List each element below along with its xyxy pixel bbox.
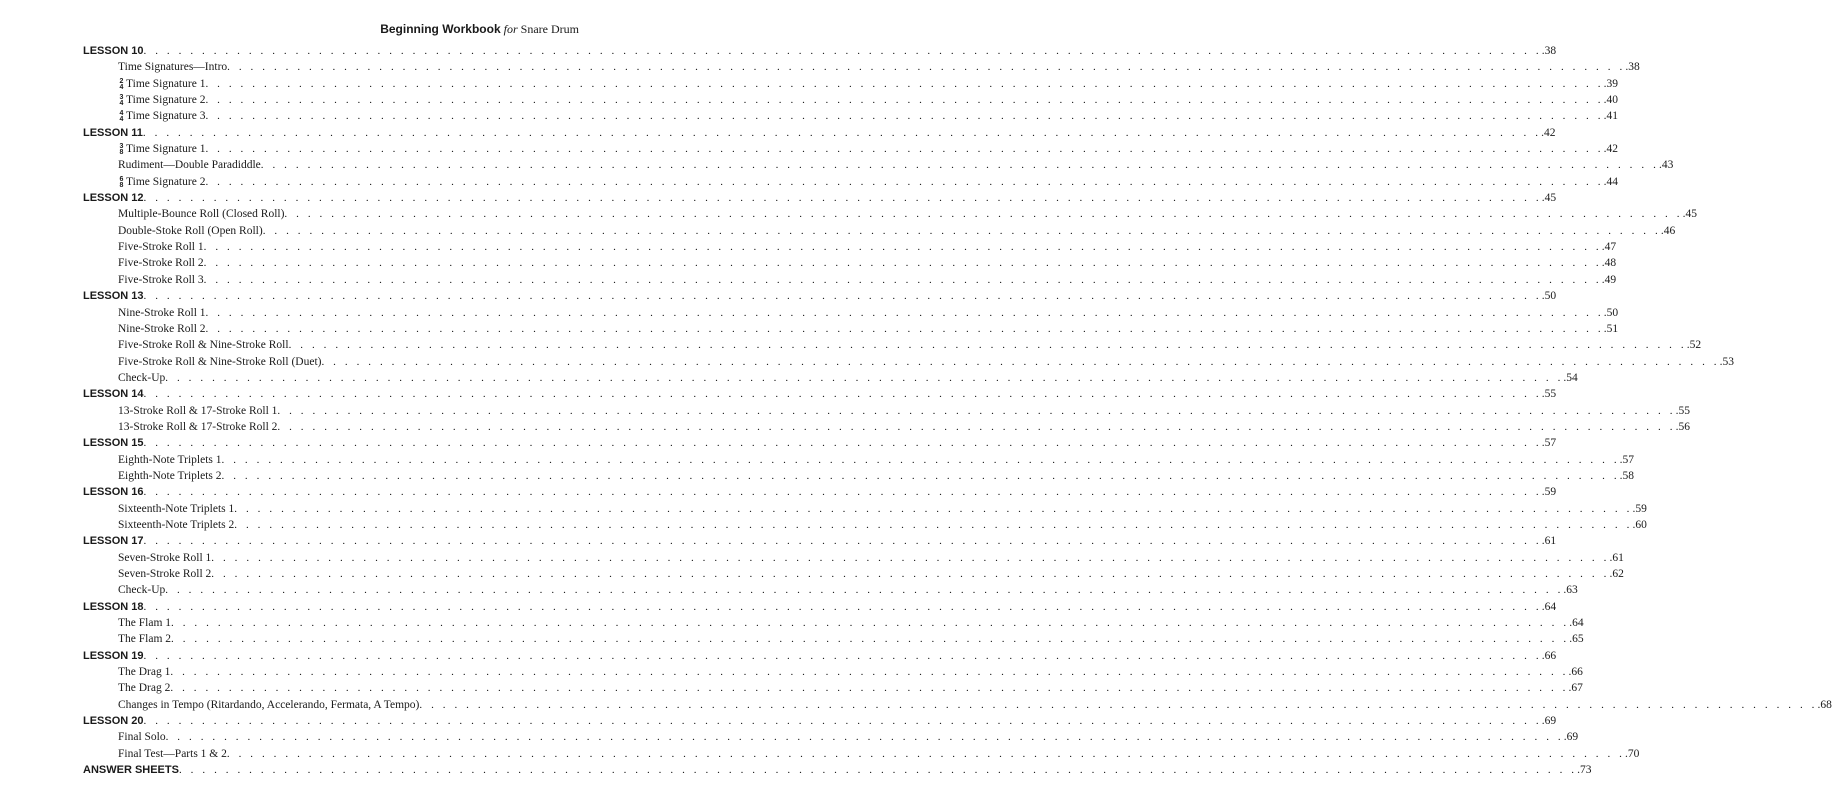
toc-entry-title — [118, 223, 263, 239]
toc-lesson-entry — [83, 43, 1557, 59]
toc-page-number: .42 — [1541, 126, 1556, 139]
toc-entry-title — [83, 288, 144, 304]
dot-leader: . . . . . . . . . . . . . . . . . . . . . . . . . . . . . . . . . . . . . . . . . . . . . . . . . . . . . . . . . . . . . . . . . . . . . . . . . . . . . . . . . . . . . . . . . . . . . . . . . . . . . . . . . . . . . . . . . . . . . . . . — [211, 568, 1610, 580]
toc-entry-title — [83, 190, 144, 206]
toc-entry-text: Nine-Stroke Roll 2 — [118, 322, 206, 335]
toc-entry-title — [118, 354, 321, 370]
dot-leader: . . . . . . . . . . . . . . . . . . . . . . . . . . . . . . . . . . . . . . . . . . . . . . . . . . . . . . . . . . . . . . . . . . . . . . . . . . . . . . . . . . . . . . . . . . . . . . . . . . . . . . . . . . . . . . . . . . . . . . . . — [205, 175, 1604, 188]
toc-page-number: .56 — [1675, 420, 1690, 433]
toc-sub-entry — [83, 452, 1635, 468]
dot-leader: . . . . . . . . . . . . . . . . . . . . . . . . . . . . . . . . . . . . . . . . . . . . . . . . . . . . . . . . . . . . . . . . . . . . . . . . . . . . . . . . . . . . . . . . . . . . . . . . . . . . . . . . . . . . . . . . . . . . . . . . — [143, 486, 1542, 499]
toc-entry-text: Rudiment—Double Paradiddle — [118, 159, 261, 172]
toc-entry-text: Final Test—Parts 1 & 2 — [118, 747, 227, 760]
toc-entry-title — [118, 419, 277, 435]
toc-entry-text: The Flam 1 — [118, 617, 172, 630]
toc-entry-title — [83, 484, 144, 500]
toc-entry-text: Sixteenth-Note Triplets 2 — [118, 518, 235, 531]
toc-page-number: .57 — [1541, 437, 1557, 450]
toc-entry-text: Time Signature 3 — [126, 110, 206, 123]
toc-sub-entry — [83, 272, 1617, 288]
toc-page-number: .45 — [1541, 192, 1557, 205]
toc-entry-title — [118, 746, 227, 762]
toc-page-number: .69 — [1541, 715, 1557, 728]
dot-leader: . . . . . . . . . . . . . . . . . . . . . . . . . . . . . . . . . . . . . . . . . . . . . . . . . . . . . . . . . . . . . . . . . . . . . . . . . . . . . . . . . . . . . . . . . . . . . . . . . . . . . . . . . . . . . . . . . . . . . . . . — [143, 45, 1542, 57]
toc-page-number: .58 — [1619, 469, 1635, 482]
time-signature-glyph — [118, 79, 125, 91]
toc-sub-entry — [83, 615, 1584, 631]
dot-leader: . . . . . . . . . . . . . . . . . . . . . . . . . . . . . . . . . . . . . . . . . . . . . . . . . . . . . . . . . . . . . . . . . . . . . . . . . . . . . . . . . . . . . . . . . . . . . . . . . . . . . . . . . . . . . . . . . . . . . . . . — [260, 159, 1659, 172]
running-header — [380, 22, 579, 37]
toc-entry-title — [83, 386, 144, 402]
time-signature-glyph — [118, 144, 125, 156]
time-signature-top: 6 — [119, 175, 124, 183]
dot-leader: . . . . . . . . . . . . . . . . . . . . . . . . . . . . . . . . . . . . . . . . . . . . . . . . . . . . . . . . . . . . . . . . . . . . . . . . . . . . . . . . . . . . . . . . . . . . . . . . . . . . . . . . . . . . . . . . . . . . . . . . — [143, 535, 1542, 548]
toc-entry-text: Time Signature 2 — [126, 94, 206, 107]
toc-page-number: .61 — [1609, 551, 1624, 564]
toc-sub-entry — [83, 746, 1640, 762]
book-title-bold: Beginning Workbook — [380, 22, 501, 36]
toc-entry-text: Time Signature 1 — [126, 77, 206, 90]
toc-entry-title — [118, 697, 419, 713]
time-signature-glyph — [118, 95, 125, 107]
toc-page-number: .64 — [1541, 600, 1557, 613]
toc-page-number: .38 — [1625, 61, 1640, 74]
toc-entry-text: Five-Stroke Roll 2 — [118, 257, 204, 270]
toc-entry-text: 13-Stroke Roll & 17-Stroke Roll 2 — [118, 420, 278, 433]
dot-leader: . . . . . . . . . . . . . . . . . . . . . . . . . . . . . . . . . . . . . . . . . . . . . . . . . . . . . . . . . . . . . . . . . . . . . . . . . . . . . . . . . . . . . . . . . . . . . . . . . . . . . . . . . . . . . . . . . . . . . . . . — [165, 584, 1564, 597]
dot-leader: . . . . . . . . . . . . . . . . . . . . . . . . . . . . . . . . . . . . . . . . . . . . . . . . . . . . . . . . . . . . . . . . . . . . . . . . . . . . . . . . . . . . . . . . . . . . . . . . . . . . . . . . . . . . . . . . . . . . . . . . — [284, 208, 1683, 221]
toc-sub-entry — [83, 517, 1647, 533]
dot-leader: . . . . . . . . . . . . . . . . . . . . . . . . . . . . . . . . . . . . . . . . . . . . . . . . . . . . . . . . . . . . . . . . . . . . . . . . . . . . . . . . . . . . . . . . . . . . . . . . . . . . . . . . . . . . . . . . . . . . . . . . — [143, 715, 1542, 728]
toc-entry-text: LESSON 20 — [83, 715, 144, 728]
dot-leader: . . . . . . . . . . . . . . . . . . . . . . . . . . . . . . . . . . . . . . . . . . . . . . . . . . . . . . . . . . . . . . . . . . . . . . . . . . . . . . . . . . . . . . . . . . . . . . . . . . . . . . . . . . . . . . . . . . . . . . . . — [277, 420, 1676, 433]
toc-entry-title — [118, 92, 205, 108]
toc-entry-text: LESSON 19 — [83, 649, 144, 662]
dot-leader: . . . . . . . . . . . . . . . . . . . . . . . . . . . . . . . . . . . . . . . . . . . . . . . . . . . . . . . . . . . . . . . . . . . . . . . . . . . . . . . . . . . . . . . . . . . . . . . . . . . . . . . . . . . . . . . . . . . . . . . . — [234, 518, 1633, 531]
toc-entry-title — [83, 125, 143, 141]
toc-entry-text: Five-Stroke Roll 1 — [118, 241, 204, 254]
toc-entry-title — [83, 648, 144, 664]
toc-entry-title — [118, 566, 211, 582]
toc-page-number: .48 — [1601, 257, 1617, 270]
toc-page-number: .49 — [1601, 273, 1617, 286]
toc-page-number: .44 — [1603, 175, 1618, 188]
dot-leader: . . . . . . . . . . . . . . . . . . . . . . . . . . . . . . . . . . . . . . . . . . . . . . . . . . . . . . . . . . . . . . . . . . . . . . . . . . . . . . . . . . . . . . . . . . . . . . . . . . . . . . . . . . . . . . . . . . . . . . . . — [171, 617, 1570, 630]
dot-leader: . . . . . . . . . . . . . . . . . . . . . . . . . . . . . . . . . . . . . . . . . . . . . . . . . . . . . . . . . . . . . . . . . . . . . . . . . . . . . . . . . . . . . . . . . . . . . . . . . . . . . . . . . . . . . . . . . . . . . . . . — [143, 192, 1542, 205]
dot-leader: . . . . . . . . . . . . . . . . . . . . . . . . . . . . . . . . . . . . . . . . . . . . . . . . . . . . . . . . . . . . . . . . . . . . . . . . . . . . . . . . . . . . . . . . . . . . . . . . . . . . . . . . . . . . . . . . . . . . . . . . — [203, 241, 1602, 254]
dot-leader: . . . . . . . . . . . . . . . . . . . . . . . . . . . . . . . . . . . . . . . . . . . . . . . . . . . . . . . . . . . . . . . . . . . . . . . . . . . . . . . . . . . . . . . . . . . . . . . . . . . . . . . . . . . . . . . . . . . . . . . . — [226, 747, 1626, 760]
toc-entry-text: Eighth-Note Triplets 2 — [118, 469, 222, 482]
toc-entry-text: LESSON 17 — [83, 535, 144, 548]
dot-leader: . . . . . . . . . . . . . . . . . . . . . . . . . . . . . . . . . . . . . . . . . . . . . . . . . . . . . . . . . . . . . . . . . . . . . . . . . . . . . . . . . . . . . . . . . . . . . . . . . . . . . . . . . . . . . . . . . . . . . . . . — [165, 371, 1564, 384]
toc-entry-text: LESSON 18 — [83, 600, 144, 613]
toc-page-number: .55 — [1675, 404, 1690, 417]
toc-sub-entry — [83, 76, 1618, 92]
toc-sub-entry — [83, 729, 1579, 745]
toc-sub-entry — [83, 550, 1624, 566]
toc-entry-text: Time Signature 1 — [126, 143, 206, 156]
dot-leader: . . . . . . . . . . . . . . . . . . . . . . . . . . . . . . . . . . . . . . . . . . . . . . . . . . . . . . . . . . . . . . . . . . . . . . . . . . . . . . . . . . . . . . . . . . . . . . . . . . . . . . . . . . . . . . . . . . . . . . . . — [171, 633, 1570, 646]
time-signature-bottom: 4 — [119, 83, 124, 91]
toc-page-number: .66 — [1568, 666, 1583, 679]
toc-page-number: .67 — [1568, 682, 1583, 695]
toc-sub-entry — [83, 174, 1618, 190]
dot-leader: . . . . . . . . . . . . . . . . . . . . . . . . . . . . . . . . . . . . . . . . . . . . . . . . . . . . . . . . . . . . . . . . . . . . . . . . . . . . . . . . . . . . . . . . . . . . . . . . . . . . . . . . . . . . . . . . . . . . . . . . — [221, 453, 1620, 466]
toc-page-number: .59 — [1541, 486, 1557, 499]
table-of-contents — [83, 43, 1832, 778]
toc-entry-title — [118, 582, 165, 598]
toc-entry-text: Check-Up — [118, 584, 166, 597]
dot-leader: . . . . . . . . . . . . . . . . . . . . . . . . . . . . . . . . . . . . . . . . . . . . . . . . . . . . . . . . . . . . . . . . . . . . . . . . . . . . . . . . . . . . . . . . . . . . . . . . . . . . . . . . . . . . . . . . . . . . . . . . — [211, 551, 1610, 564]
toc-page-number: .57 — [1619, 453, 1635, 466]
dot-leader: . . . . . . . . . . . . . . . . . . . . . . . . . . . . . . . . . . . . . . . . . . . . . . . . . . . . . . . . . . . . . . . . . . . . . . . . . . . . . . . . . . . . . . . . . . . . . . . . . . . . . . . . . . . . . . . . . . . . . . . . — [143, 649, 1542, 662]
toc-sub-entry — [83, 206, 1697, 222]
dot-leader: . . . . . . . . . . . . . . . . . . . . . . . . . . . . . . . . . . . . . . . . . . . . . . . . . . . . . . . . . . . . . . . . . . . . . . . . . . . . . . . . . . . . . . . . . . . . . . . . . . . . . . . . . . . . . . . . . . . . . . . . — [205, 322, 1604, 335]
toc-entry-title — [118, 631, 171, 647]
toc-entry-text: LESSON 11 — [83, 126, 143, 139]
toc-page-number: .53 — [1719, 355, 1734, 368]
dot-leader: . . . . . . . . . . . . . . . . . . . . . . . . . . . . . . . . . . . . . . . . . . . . . . . . . . . . . . . . . . . . . . . . . . . . . . . . . . . . . . . . . . . . . . . . . . . . . . . . . . . . . . . . . . . . . . . . . . . . . . . . — [143, 290, 1542, 303]
toc-page-number: .52 — [1686, 339, 1702, 352]
toc-lesson-entry — [83, 125, 1556, 141]
dot-leader: . . . . . . . . . . . . . . . . . . . . . . . . . . . . . . . . . . . . . . . . . . . . . . . . . . . . . . . . . . . . . . . . . . . . . . . . . . . . . . . . . . . . . . . . . . . . . . . . . . . . . . . . . . . . . . . . . . . . . . . . — [203, 257, 1602, 270]
dot-leader: . . . . . . . . . . . . . . . . . . . . . . . . . . . . . . . . . . . . . . . . . . . . . . . . . . . . . . . . . . . . . . . . . . . . . . . . . . . . . . . . . . . . . . . . . . . . . . . . . . . . . . . . . . . . . . . . . . . . . . . . — [277, 404, 1676, 417]
toc-sub-entry — [83, 157, 1674, 173]
time-signature-top: 3 — [119, 94, 124, 102]
toc-page-number: .61 — [1541, 535, 1557, 548]
toc-page-number: .65 — [1569, 633, 1584, 646]
toc-entry-title — [118, 321, 206, 337]
toc-entry-title — [83, 533, 144, 549]
toc-entry-text: Check-Up — [118, 371, 166, 384]
toc-page-number: .42 — [1603, 143, 1618, 156]
dot-leader: . . . . . . . . . . . . . . . . . . . . . . . . . . . . . . . . . . . . . . . . . . . . . . . . . . . . . . . . . . . . . . . . . . . . . . . . . . . . . . . . . . . . . . . . . . . . . . . . . . . . . . . . . . . . . . . . . . . . . . . . — [205, 77, 1604, 90]
toc-entry-title — [118, 501, 234, 517]
toc-entry-title — [118, 452, 222, 468]
toc-entry-title — [118, 157, 261, 173]
toc-sub-entry — [83, 223, 1676, 239]
toc-entry-title — [118, 255, 204, 271]
toc-sub-entry — [83, 370, 1578, 386]
toc-sub-entry — [83, 631, 1584, 647]
toc-page-number: .45 — [1682, 208, 1697, 221]
time-signature-bottom: 8 — [119, 181, 124, 189]
toc-entry-text: Eighth-Note Triplets 1 — [118, 453, 222, 466]
toc-page-number: .59 — [1632, 502, 1647, 515]
toc-page-number: .70 — [1625, 747, 1640, 760]
toc-page-number: .40 — [1603, 94, 1618, 107]
toc-lesson-entry — [83, 435, 1557, 451]
toc-entry-title — [118, 59, 227, 75]
toc-entry-title — [83, 713, 144, 729]
toc-lesson-entry — [83, 533, 1557, 549]
toc-entry-text: Sixteenth-Note Triplets 1 — [118, 502, 235, 515]
book-title-instrument: Snare Drum — [520, 22, 579, 36]
toc-entry-text: Time Signatures—Intro — [118, 61, 228, 74]
dot-leader: . . . . . . . . . . . . . . . . . . . . . . . . . . . . . . . . . . . . . . . . . . . . . . . . . . . . . . . . . . . . . . . . . . . . . . . . . . . . . . . . . . . . . . . . . . . . . . . . . . . . . . . . . . . . . . . . . . . . . . . . — [143, 600, 1542, 613]
toc-entry-text: 13-Stroke Roll & 17-Stroke Roll 1 — [118, 404, 278, 417]
toc-page-number: .63 — [1563, 584, 1578, 597]
toc-entry-text: Changes in Tempo (Ritardando, Accelerando, Fermata, A Tempo) — [118, 698, 420, 711]
toc-entry-title — [118, 468, 222, 484]
toc-entry-title — [118, 615, 171, 631]
toc-page-number: .41 — [1603, 110, 1618, 123]
dot-leader: . . . . . . . . . . . . . . . . . . . . . . . . . . . . . . . . . . . . . . . . . . . . . . . . . . . . . . . . . . . . . . . . . . . . . . . . . . . . . . . . . . . . . . . . . . . . . . . . . . . . . . . . . . . . . . . . . . . . . . . . — [205, 110, 1604, 123]
toc-page-number: .64 — [1569, 617, 1584, 630]
toc-page-number: .62 — [1609, 568, 1624, 580]
toc-entry-text: LESSON 13 — [83, 290, 144, 303]
dot-leader: . . . . . . . . . . . . . . . . . . . . . . . . . . . . . . . . . . . . . . . . . . . . . . . . . . . . . . . . . . . . . . . . . . . . . . . . . . . . . . . . . . . . . . . . . . . . . . . . . . . . . . . . . . . . . . . . . . . . . . . . — [205, 306, 1604, 319]
toc-entry-text: Five-Stroke Roll & Nine-Stroke Roll (Duet) — [118, 355, 322, 368]
toc-entry-text: Five-Stroke Roll 3 — [118, 273, 204, 286]
toc-lesson-entry — [83, 484, 1557, 500]
toc-page-number: .50 — [1603, 306, 1619, 319]
dot-leader: . . . . . . . . . . . . . . . . . . . . . . . . . . . . . . . . . . . . . . . . . . . . . . . . . . . . . . . . . . . . . . . . . . . . . . . . . . . . . . . . . . . . . . . . . . . . . . . . . . . . . . . . . . . . . . . . . . . . . . . . — [203, 273, 1602, 286]
toc-sub-entry — [83, 108, 1618, 124]
toc-entry-text: Nine-Stroke Roll 1 — [118, 306, 206, 319]
toc-entry-title — [118, 305, 206, 321]
toc-entry-text: Seven-Stroke Roll 1 — [118, 551, 212, 564]
dot-leader: . . . . . . . . . . . . . . . . . . . . . . . . . . . . . . . . . . . . . . . . . . . . . . . . . . . . . . . . . . . . . . . . . . . . . . . . . . . . . . . . . . . . . . . . . . . . . . . . . . . . . . . . . . . . . . . . . . . . . . . . — [221, 469, 1620, 482]
toc-sub-entry — [83, 141, 1618, 157]
toc-page-number: .43 — [1658, 159, 1674, 172]
toc-sub-entry — [83, 582, 1578, 598]
toc-entry-title — [118, 239, 204, 255]
toc-sub-entry — [83, 664, 1583, 680]
toc-sub-entry — [83, 321, 1619, 337]
toc-page-number: .73 — [1577, 764, 1592, 777]
toc-page-number: .66 — [1541, 649, 1557, 662]
toc-entry-title — [118, 729, 166, 745]
toc-entry-text: Seven-Stroke Roll 2 — [118, 568, 212, 580]
toc-sub-entry — [83, 566, 1624, 582]
toc-entry-title — [83, 43, 144, 59]
toc-entry-title — [83, 599, 144, 615]
dot-leader: . . . . . . . . . . . . . . . . . . . . . . . . . . . . . . . . . . . . . . . . . . . . . . . . . . . . . . . . . . . . . . . . . . . . . . . . . . . . . . . . . . . . . . . . . . . . . . . . . . . . . . . . . . . . . . . . . . . . . . . . — [165, 731, 1564, 744]
time-signature-top: 2 — [119, 77, 124, 85]
toc-page-number: .60 — [1632, 518, 1647, 531]
toc-entry-title — [118, 550, 211, 566]
dot-leader: . . . . . . . . . . . . . . . . . . . . . . . . . . . . . . . . . . . . . . . . . . . . . . . . . . . . . . . . . . . . . . . . . . . . . . . . . . . . . . . . . . . . . . . . . . . . . . . . . . . . . . . . . . . . . . . . . . . . . . . . — [234, 502, 1633, 515]
toc-entry-text: LESSON 14 — [83, 388, 144, 401]
toc-entry-text: Five-Stroke Roll & Nine-Stroke Roll — [118, 339, 289, 352]
toc-sub-entry — [83, 354, 1734, 370]
dot-leader: . . . . . . . . . . . . . . . . . . . . . . . . . . . . . . . . . . . . . . . . . . . . . . . . . . . . . . . . . . . . . . . . . . . . . . . . . . . . . . . . . . . . . . . . . . . . . . . . . . . . . . . . . . . . . . . . . . . . . . . . — [142, 126, 1542, 139]
time-signature-glyph — [118, 111, 125, 123]
toc-page-number: .55 — [1541, 388, 1557, 401]
toc-page-number: .38 — [1541, 45, 1557, 57]
toc-entry-text: LESSON 10 — [83, 45, 144, 57]
toc-sub-entry — [83, 697, 1832, 713]
toc-page-number: .54 — [1563, 371, 1578, 384]
toc-lesson-entry — [83, 288, 1557, 304]
time-signature-bottom: 8 — [119, 149, 124, 157]
toc-sub-entry — [83, 59, 1640, 75]
toc-entry-title — [118, 174, 205, 190]
dot-leader: . . . . . . . . . . . . . . . . . . . . . . . . . . . . . . . . . . . . . . . . . . . . . . . . . . . . . . . . . . . . . . . . . . . . . . . . . . . . . . . . . . . . . . . . . . . . . . . . . . . . . . . . . . . . . . . . . . . . . . . . — [143, 437, 1542, 450]
toc-lesson-entry — [83, 713, 1557, 729]
time-signature-glyph — [118, 177, 125, 189]
toc-entry-text: The Drag 2 — [118, 682, 171, 695]
toc-entry-title — [118, 403, 277, 419]
toc-page-number: .68 — [1817, 698, 1832, 711]
toc-sub-entry — [83, 305, 1619, 321]
toc-entry-text: Double-Stoke Roll (Open Roll) — [118, 224, 263, 237]
dot-leader: . . . . . . . . . . . . . . . . . . . . . . . . . . . . . . . . . . . . . . . . . . . . . . . . . . . . . . . . . . . . . . . . . . . . . . . . . . . . . . . . . . . . . . . . . . . . . . . . . . . . . . . . . . . . . . . . . . . . . . . . — [288, 339, 1687, 352]
toc-entry-text: LESSON 15 — [83, 437, 144, 450]
toc-entry-text: LESSON 16 — [83, 486, 144, 499]
toc-entry-title — [118, 206, 284, 222]
dot-leader: . . . . . . . . . . . . . . . . . . . . . . . . . . . . . . . . . . . . . . . . . . . . . . . . . . . . . . . . . . . . . . . . . . . . . . . . . . . . . . . . . . . . . . . . . . . . . . . . . . . . . . . . . . . . . . . . . . . . . . . . — [321, 355, 1720, 368]
dot-leader: . . . . . . . . . . . . . . . . . . . . . . . . . . . . . . . . . . . . . . . . . . . . . . . . . . . . . . . . . . . . . . . . . . . . . . . . . . . . . . . . . . . . . . . . . . . . . . . . . . . . . . . . . . . . . . . . . . . . . . . . — [143, 388, 1542, 401]
toc-sub-entry — [83, 337, 1702, 353]
dot-leader: . . . . . . . . . . . . . . . . . . . . . . . . . . . . . . . . . . . . . . . . . . . . . . . . . . . . . . . . . . . . . . . . . . . . . . . . . . . . . . . . . . . . . . . . . . . . . . . . . . . . . . . . . . . . . . . . . . . . . . . . — [419, 698, 1818, 711]
toc-lesson-entry — [83, 190, 1557, 206]
toc-entry-text: LESSON 12 — [83, 192, 144, 205]
toc-sub-entry — [83, 468, 1635, 484]
toc-page-number: .69 — [1563, 731, 1579, 744]
toc-entry-text: ANSWER SHEETS — [83, 764, 179, 777]
toc-entry-title — [118, 141, 205, 157]
time-signature-top: 4 — [119, 110, 124, 118]
book-title-italic: for — [503, 22, 518, 36]
toc-entry-title — [118, 680, 170, 696]
dot-leader: . . . . . . . . . . . . . . . . . . . . . . . . . . . . . . . . . . . . . . . . . . . . . . . . . . . . . . . . . . . . . . . . . . . . . . . . . . . . . . . . . . . . . . . . . . . . . . . . . . . . . . . . . . . . . . . . . . . . . . . . — [170, 666, 1569, 679]
toc-entry-title — [118, 370, 165, 386]
dot-leader: . . . . . . . . . . . . . . . . . . . . . . . . . . . . . . . . . . . . . . . . . . . . . . . . . . . . . . . . . . . . . . . . . . . . . . . . . . . . . . . . . . . . . . . . . . . . . . . . . . . . . . . . . . . . . . . . . . . . . . . . — [205, 94, 1604, 107]
toc-entry-text: The Drag 1 — [118, 666, 171, 679]
dot-leader: . . . . . . . . . . . . . . . . . . . . . . . . . . . . . . . . . . . . . . . . . . . . . . . . . . . . . . . . . . . . . . . . . . . . . . . . . . . . . . . . . . . . . . . . . . . . . . . . . . . . . . . . . . . . . . . . . . . . . . . . — [170, 682, 1569, 695]
toc-page-number: .47 — [1601, 241, 1617, 254]
toc-entry-title — [83, 435, 144, 451]
toc-sub-entry — [83, 419, 1690, 435]
dot-leader: . . . . . . . . . . . . . . . . . . . . . . . . . . . . . . . . . . . . . . . . . . . . . . . . . . . . . . . . . . . . . . . . . . . . . . . . . . . . . . . . . . . . . . . . . . . . . . . . . . . . . . . . . . . . . . . . . . . . . . . . — [262, 224, 1661, 237]
toc-entry-title — [83, 762, 179, 778]
toc-lesson-entry — [83, 386, 1557, 402]
dot-leader: . . . . . . . . . . . . . . . . . . . . . . . . . . . . . . . . . . . . . . . . . . . . . . . . . . . . . . . . . . . . . . . . . . . . . . . . . . . . . . . . . . . . . . . . . . . . . . . . . . . . . . . . . . . . . . . . . . . . . . . . — [205, 143, 1604, 156]
time-signature-top: 3 — [119, 143, 124, 151]
toc-sub-entry — [83, 680, 1583, 696]
toc-entry-title — [118, 337, 289, 353]
toc-page-number: .39 — [1603, 77, 1618, 90]
toc-sub-entry — [83, 239, 1617, 255]
toc-lesson-entry — [83, 599, 1557, 615]
toc-sub-entry — [83, 501, 1647, 517]
toc-entry-title — [118, 108, 205, 124]
toc-sub-entry — [83, 403, 1690, 419]
toc-entry-text: The Flam 2 — [118, 633, 172, 646]
toc-entry-title — [118, 664, 170, 680]
toc-entry-text: Final Solo — [118, 731, 166, 744]
time-signature-bottom: 4 — [119, 100, 124, 108]
dot-leader: . . . . . . . . . . . . . . . . . . . . . . . . . . . . . . . . . . . . . . . . . . . . . . . . . . . . . . . . . . . . . . . . . . . . . . . . . . . . . . . . . . . . . . . . . . . . . . . . . . . . . . . . . . . . . . . . . . . . . . . . — [178, 764, 1578, 777]
toc-page-number: .46 — [1660, 224, 1676, 237]
toc-entry-text: Multiple-Bounce Roll (Closed Roll) — [118, 208, 285, 221]
toc-lesson-entry — [83, 762, 1592, 778]
toc-page-number: .50 — [1541, 290, 1557, 303]
toc-entry-title — [118, 517, 234, 533]
toc-page-number: .51 — [1603, 322, 1619, 335]
time-signature-bottom: 4 — [119, 116, 124, 124]
dot-leader: . . . . . . . . . . . . . . . . . . . . . . . . . . . . . . . . . . . . . . . . . . . . . . . . . . . . . . . . . . . . . . . . . . . . . . . . . . . . . . . . . . . . . . . . . . . . . . . . . . . . . . . . . . . . . . . . . . . . . . . . — [227, 61, 1626, 74]
toc-sub-entry — [83, 92, 1618, 108]
toc-entry-title — [118, 76, 205, 92]
toc-entry-text: Time Signature 2 — [126, 175, 206, 188]
toc-sub-entry — [83, 255, 1617, 271]
toc-lesson-entry — [83, 648, 1557, 664]
toc-entry-title — [118, 272, 204, 288]
